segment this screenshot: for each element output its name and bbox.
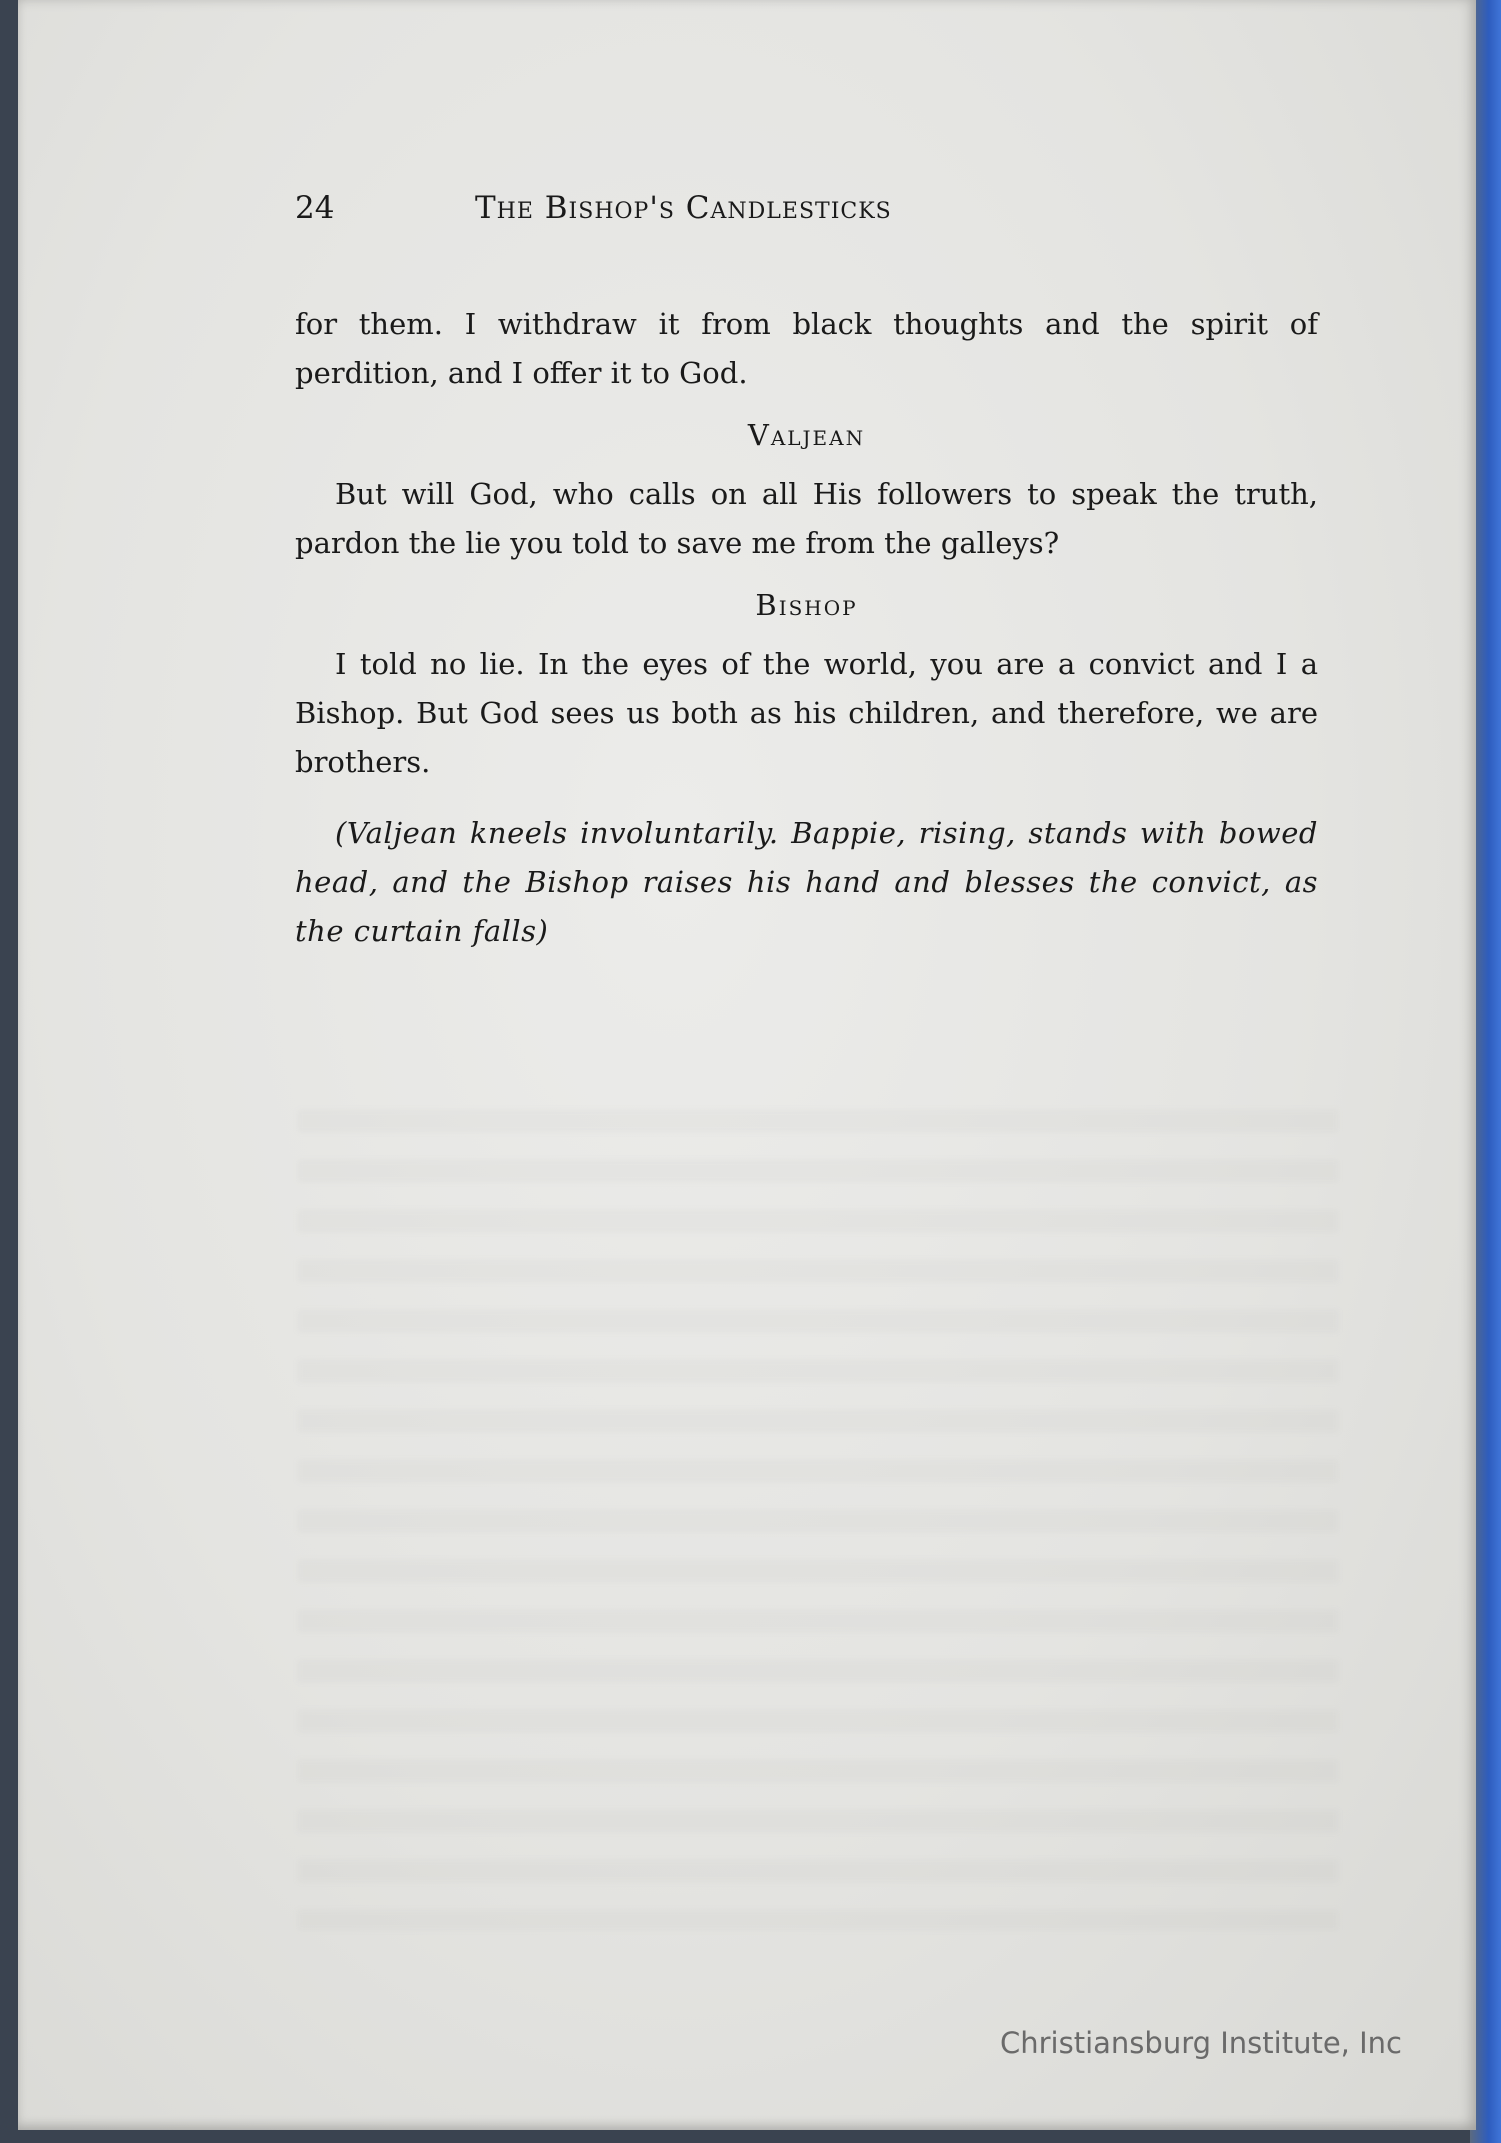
- running-title: The Bishop's Candlesticks: [475, 190, 892, 226]
- speaker-bishop: Bishop: [755, 588, 858, 622]
- watermark: Christiansburg Institute, Inc: [1000, 2026, 1402, 2060]
- speaker-valjean: Valjean: [747, 418, 866, 452]
- show-through-text: [298, 1110, 1338, 1930]
- paragraph-continued: for them. I withdraw it from black thoughts and the spirit of perdition, and I offer it to God.: [295, 307, 1318, 390]
- stage-direction: (Valjean kneels involuntarily. Bappie, rising, stands with bowed head, and the Bishop raises his hand and blesses the convict, as the curtain falls): [295, 816, 1318, 948]
- running-head: [295, 190, 1318, 240]
- paragraph-valjean: But will God, who calls on all His followers to speak the truth, pardon the lie you told to save me from the galleys?: [295, 477, 1318, 560]
- page-text: [295, 190, 1318, 956]
- paragraph-bishop: I told no lie. In the eyes of the world, you are a convict and I a Bishop. But God sees us both as his children, and therefore, we are brothers.: [295, 647, 1318, 779]
- page-number: 24: [295, 190, 335, 226]
